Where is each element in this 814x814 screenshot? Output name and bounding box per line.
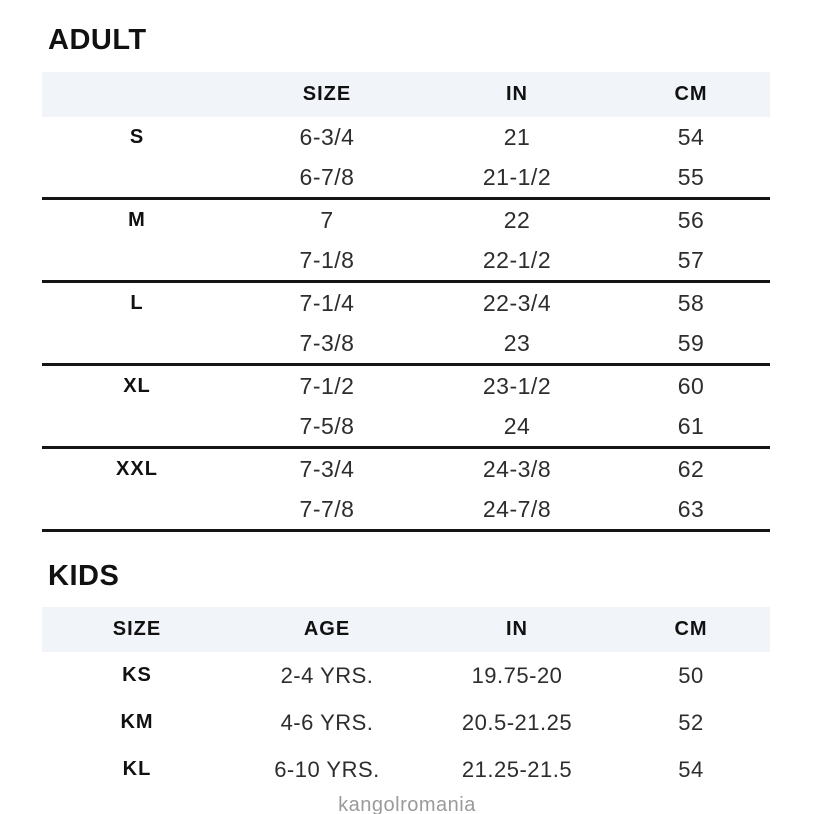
- size-label-cell: KS: [122, 664, 152, 686]
- adult-col-header-cm: CM: [674, 83, 708, 105]
- size-value-cell: 7: [320, 206, 334, 233]
- in-value-cell: 23: [503, 329, 531, 356]
- table-row: [42, 117, 770, 157]
- table-row: [42, 746, 770, 793]
- in-value-cell: 22: [503, 206, 531, 233]
- table-row: [42, 157, 770, 197]
- size-label-cell: XL: [123, 374, 151, 397]
- size-value-cell: 6-7/8: [299, 163, 355, 190]
- in-value-cell: 21-1/2: [482, 163, 552, 190]
- size-value-cell: 7-7/8: [299, 495, 355, 522]
- adult-size-group-m: [42, 200, 770, 283]
- cm-value-cell: 60: [677, 372, 705, 399]
- cm-value-cell: 50: [678, 662, 704, 688]
- kids-col-header-cm: CM: [674, 618, 708, 640]
- adult-size-group-l: [42, 283, 770, 366]
- table-row: [42, 652, 770, 699]
- cm-value-cell: 59: [677, 329, 705, 356]
- table-row: [42, 406, 770, 446]
- kids-size-table: [42, 607, 770, 793]
- age-value-cell: 6-10 YRS.: [274, 756, 380, 782]
- in-value-cell: 22-1/2: [482, 246, 552, 273]
- size-value-cell: 7-3/8: [299, 329, 355, 356]
- table-row: [42, 449, 770, 489]
- table-row: [42, 323, 770, 363]
- adult-table-header: [42, 72, 770, 117]
- size-label-cell: KM: [120, 711, 154, 733]
- size-value-cell: 7-1/4: [299, 289, 355, 316]
- adult-size-group-s: [42, 117, 770, 200]
- kids-col-header-age: AGE: [303, 618, 351, 640]
- table-row: [42, 240, 770, 280]
- watermark-text: kangolromania: [338, 794, 476, 814]
- size-value-cell: 7-3/4: [299, 455, 355, 482]
- kids-section-title: KIDS: [48, 560, 120, 592]
- size-value-cell: 7-1/2: [299, 372, 355, 399]
- size-label-cell: XXL: [116, 457, 158, 480]
- adult-size-group-xl: [42, 366, 770, 449]
- size-label-cell: KL: [122, 758, 152, 780]
- adult-size-table: [42, 72, 770, 532]
- in-value-cell: 24-3/8: [482, 455, 552, 482]
- kids-col-header-size: SIZE: [112, 618, 162, 640]
- cm-value-cell: 56: [677, 206, 705, 233]
- in-value-cell: 22-3/4: [482, 289, 552, 316]
- table-row: [42, 366, 770, 406]
- cm-value-cell: 52: [678, 709, 704, 735]
- age-value-cell: 4-6 YRS.: [280, 709, 374, 735]
- cm-value-cell: 63: [677, 495, 705, 522]
- size-value-cell: 7-5/8: [299, 412, 355, 439]
- table-row: [42, 699, 770, 746]
- age-value-cell: 2-4 YRS.: [280, 662, 374, 688]
- cm-value-cell: 62: [677, 455, 705, 482]
- kids-table-header: [42, 607, 770, 652]
- cm-value-cell: 58: [677, 289, 705, 316]
- adult-col-header-in: IN: [506, 83, 528, 105]
- size-value-cell: 6-3/4: [299, 123, 355, 150]
- in-value-cell: 24-7/8: [482, 495, 552, 522]
- in-value-cell: 20.5-21.25: [461, 709, 573, 735]
- size-value-cell: 7-1/8: [299, 246, 355, 273]
- cm-value-cell: 61: [677, 412, 705, 439]
- size-label-cell: L: [130, 291, 144, 314]
- in-value-cell: 21: [503, 123, 531, 150]
- size-label-cell: S: [129, 125, 145, 148]
- table-row: [42, 283, 770, 323]
- in-value-cell: 19.75-20: [471, 662, 563, 688]
- cm-value-cell: 55: [677, 163, 705, 190]
- table-row: [42, 200, 770, 240]
- cm-value-cell: 57: [677, 246, 705, 273]
- cm-value-cell: 54: [677, 123, 705, 150]
- in-value-cell: 21.25-21.5: [461, 756, 573, 782]
- table-row: [42, 489, 770, 529]
- kids-col-header-in: IN: [506, 618, 528, 640]
- size-label-cell: M: [128, 208, 146, 231]
- in-value-cell: 23-1/2: [482, 372, 552, 399]
- cm-value-cell: 54: [678, 756, 704, 782]
- adult-col-header-size: SIZE: [302, 83, 352, 105]
- adult-section-title: ADULT: [48, 24, 147, 56]
- adult-size-group-xxl: [42, 449, 770, 532]
- in-value-cell: 24: [503, 412, 531, 439]
